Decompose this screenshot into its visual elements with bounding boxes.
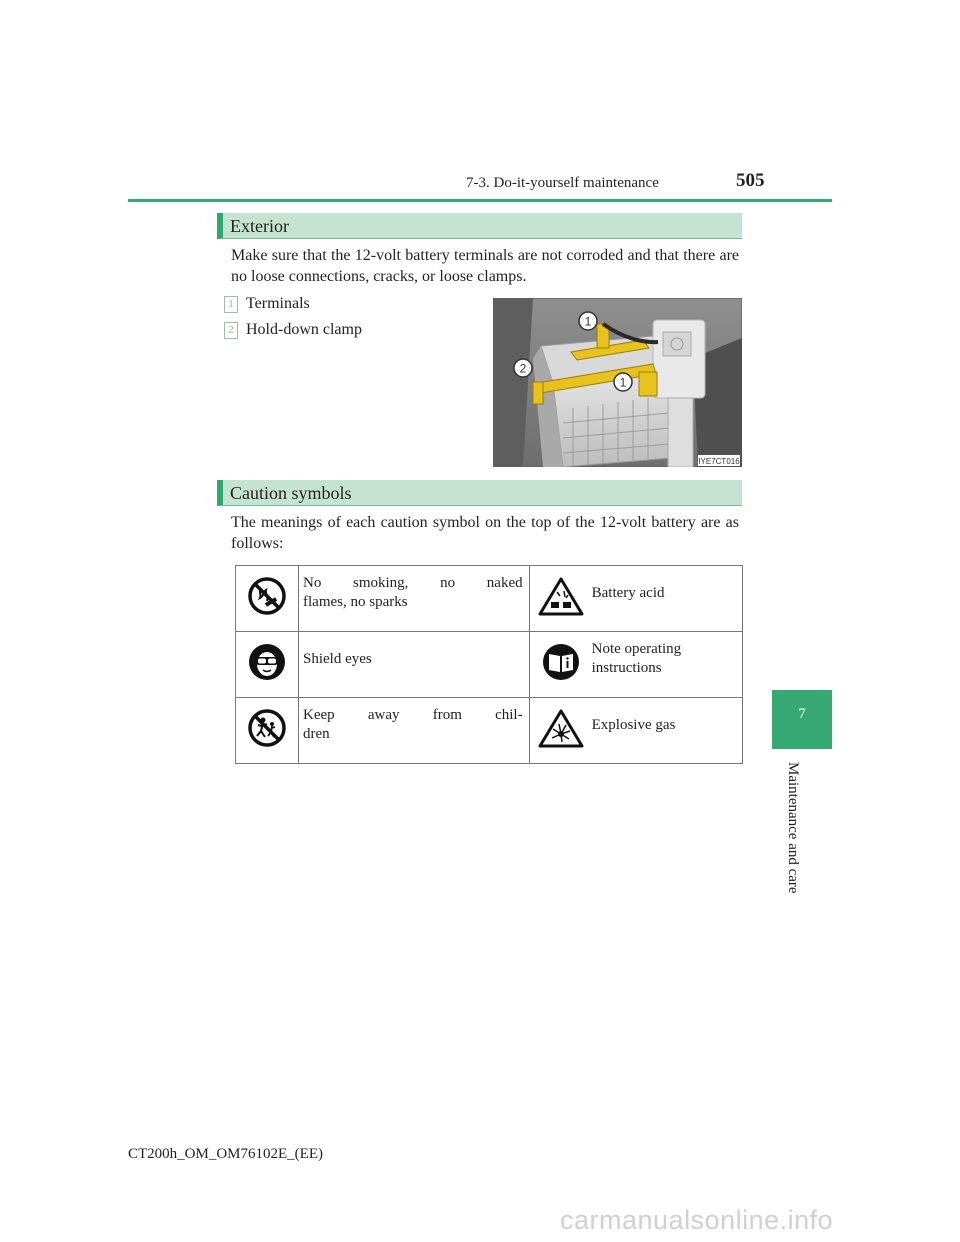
section-title: Exterior — [230, 216, 289, 236]
callout-label: 1 — [584, 314, 592, 329]
table-row — [236, 698, 743, 764]
section-header-caution-symbols — [217, 480, 742, 506]
table-row — [236, 566, 743, 632]
header-rule — [128, 199, 832, 202]
symbol-meaning: Shield eyes — [303, 651, 372, 667]
manual-icon — [541, 642, 581, 682]
chapter-number: 7 — [798, 706, 806, 722]
list-item-label: Hold-down clamp — [246, 321, 362, 338]
battery-photo — [493, 298, 742, 467]
table-cell — [299, 632, 530, 698]
table-row — [236, 632, 743, 698]
number-badge: 1 — [224, 296, 238, 313]
table-cell — [592, 566, 743, 632]
list-item-terminals — [224, 295, 310, 313]
symbol-meaning: flames, no sparks — [303, 594, 408, 610]
symbol-meaning: Keep away from chil- — [303, 707, 523, 723]
table-cell — [592, 632, 743, 698]
symbol-meaning: Note operating — [591, 641, 682, 657]
symbol-meaning: Explosive gas — [591, 717, 676, 733]
symbol-meaning: instructions — [591, 660, 662, 676]
running-header-section: 7-3. Do-it-yourself maintenance — [466, 175, 659, 191]
symbol-meaning: Battery acid — [591, 585, 665, 601]
section-header-exterior — [217, 213, 742, 239]
callout-label: 1 — [619, 375, 627, 390]
photo-code: IYE7CT016 — [698, 457, 740, 466]
exterior-paragraph: Make sure that the 12-volt battery terminals are not corroded and that there are no loose connections, cracks, or loose clamps. — [231, 247, 739, 285]
footer-document-code: CT200h_OM_OM76102E_(EE) — [128, 1146, 323, 1162]
table-cell-icon — [236, 698, 299, 764]
table-cell — [299, 698, 530, 764]
explosive-gas-icon — [538, 708, 584, 748]
caution-paragraph: The meanings of each caution symbol on the top of the 12-volt battery are as follows: — [231, 514, 739, 552]
table-cell-icon — [236, 632, 299, 698]
symbol-meaning: dren — [303, 726, 330, 742]
table-cell-icon — [529, 566, 592, 632]
callout-label: 2 — [519, 361, 527, 376]
shield-eyes-icon — [247, 642, 287, 682]
table-cell — [592, 698, 743, 764]
symbol-meaning: No smoking, no naked — [303, 575, 523, 591]
section-title: Caution symbols — [230, 483, 352, 503]
table-cell-icon — [529, 698, 592, 764]
table-cell-icon — [529, 632, 592, 698]
page-number: 505 — [736, 170, 765, 191]
list-item-label: Terminals — [246, 295, 310, 312]
caution-symbols-table — [235, 565, 743, 764]
list-item-hold-down-clamp — [224, 321, 362, 339]
table-cell — [299, 566, 530, 632]
no-smoking-icon — [247, 576, 287, 616]
chapter-title: Maintenance and care — [785, 762, 801, 894]
table-cell-icon — [236, 566, 299, 632]
watermark: carmanualsonline.info — [560, 1205, 834, 1235]
battery-acid-icon — [538, 576, 584, 616]
number-badge: 2 — [224, 322, 238, 339]
keep-away-from-children-icon — [247, 708, 287, 748]
